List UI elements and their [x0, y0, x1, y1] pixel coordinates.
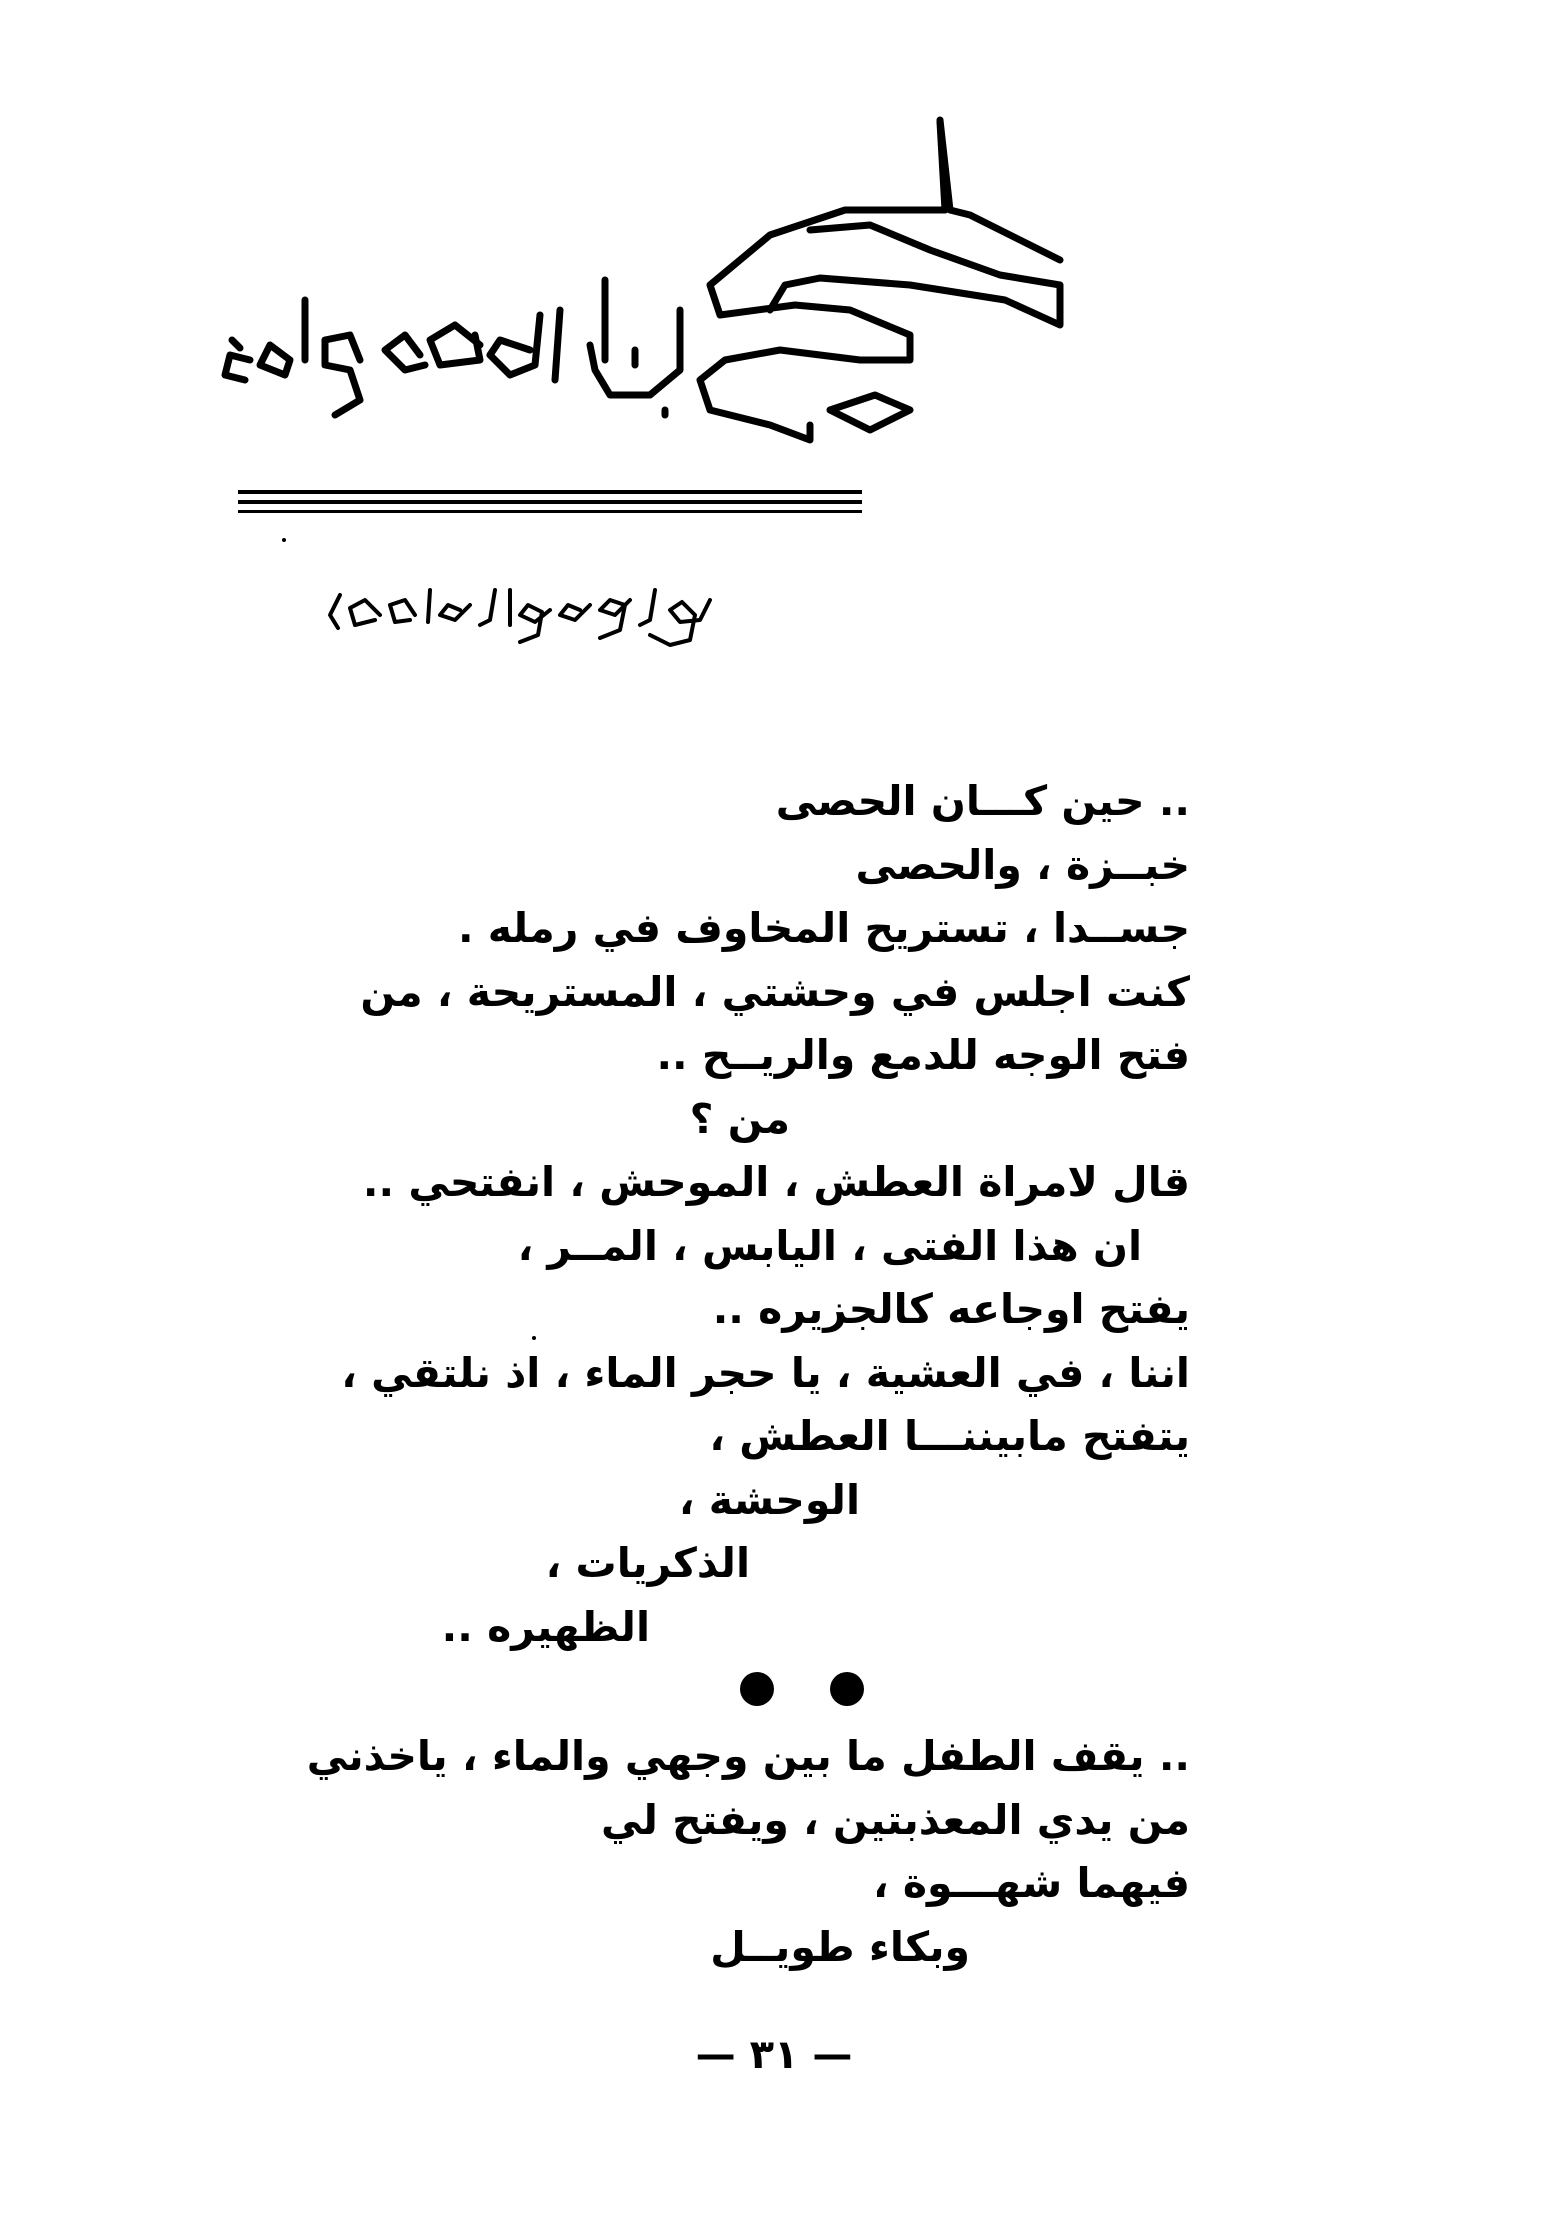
- bullet-dot-icon: [740, 1672, 774, 1706]
- poem-stanza-2: [300, 1725, 1190, 1979]
- poem-line: .. حين كـــان الحصى: [775, 777, 1190, 825]
- author-signature: [310, 560, 730, 670]
- poem-line: جســدا ، تستريح المخاوف في رمله .: [457, 904, 1190, 952]
- poem-line: من ؟: [689, 1094, 790, 1143]
- stray-dot: [282, 538, 286, 542]
- divider-line: [238, 500, 862, 504]
- divider-line: [238, 510, 862, 513]
- poem-line: وبكاء طويــل: [710, 1922, 970, 1971]
- poem-line: الظهيره ..: [441, 1602, 650, 1651]
- section-separator: [722, 1672, 882, 1712]
- author-handwriting-icon: [310, 560, 730, 670]
- divider-line: [238, 490, 862, 494]
- poem-stanza-1: [341, 770, 1190, 1659]
- poem-line: اننا ، في العشية ، يا حجر الماء ، اذ نلتقي ،: [341, 1348, 1190, 1397]
- bullet-dot-icon: [830, 1672, 864, 1706]
- poem-line: الوحشة ،: [678, 1475, 860, 1524]
- poem-line: فيهما شهـــوة ،: [873, 1859, 1190, 1907]
- poem-line: خبــزة ، والحصى: [855, 840, 1190, 889]
- calligraphic-title: [210, 110, 1110, 510]
- stray-dot: [532, 1336, 536, 1340]
- poem-line: يفتح اوجاعه كالجزيره ..: [712, 1285, 1190, 1333]
- page-number: — ٣١ —: [695, 2032, 853, 2078]
- poem-line: قال لامراة العطش ، الموحش ، انفتحي ..: [362, 1158, 1190, 1206]
- poem-line: فتح الوجه للدمع والريــح ..: [656, 1031, 1190, 1079]
- poem-line: يتفتح مابيننـــا العطش ،: [709, 1412, 1190, 1460]
- title-divider: [238, 490, 862, 520]
- poem-line: من يدي المعذبتين ، ويفتح لي: [601, 1795, 1190, 1844]
- poem-line: كنت اجلس في وحشتي ، المستريحة ، من: [360, 967, 1190, 1016]
- poem-line: ان هذا الفتى ، اليابس ، المــر ،: [517, 1221, 1142, 1270]
- title-calligraphy-icon: [210, 110, 1110, 510]
- poem-line: الذكريات ،: [545, 1539, 750, 1587]
- poem-line: .. يقف الطفل ما بين وجهي والماء ، ياخذني: [306, 1732, 1190, 1780]
